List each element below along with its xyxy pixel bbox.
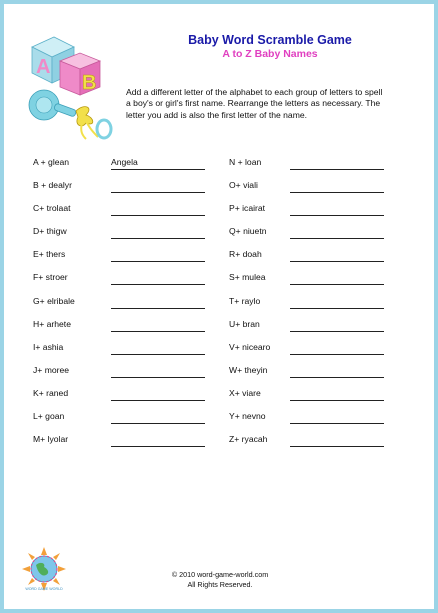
scramble-row-e [33,249,213,265]
answer-blank[interactable] [111,249,205,262]
worksheet-subtitle: A to Z Baby Names [222,48,318,60]
scramble-row-z [229,434,389,450]
baby-rattle-icon [29,90,111,139]
scramble-row-k [33,388,213,404]
scramble-row-d [33,226,213,242]
scramble-row-c [33,203,213,219]
scramble-prompt: S+ mulea [229,272,266,282]
scramble-prompt: G+ elribale [33,296,75,306]
scramble-row-h [33,319,213,335]
answer-blank[interactable] [111,203,205,216]
footer-copyright: © 2010 word-game-world.com [171,570,269,579]
answer-blank[interactable] [290,411,384,424]
scramble-prompt: Z+ ryacah [229,434,268,444]
scramble-prompt: O+ viali [229,180,258,190]
scramble-row-m [33,434,213,450]
answer-blank[interactable] [111,319,205,332]
scramble-row-u [229,319,389,335]
scramble-row-x [229,388,389,404]
scramble-prompt: W+ theyin [229,365,268,375]
scramble-row-l [33,411,213,427]
scramble-prompt: E+ thers [33,249,66,259]
scramble-row-f [33,272,213,288]
scramble-prompt: L+ goan [33,411,65,421]
answer-blank[interactable] [290,180,384,193]
blocks-and-rattle-illustration [24,33,124,143]
scramble-prompt: R+ doah [229,249,262,259]
answer-blank[interactable] [290,388,384,401]
scramble-prompt: T+ raylo [229,296,261,306]
scramble-row-g [33,296,213,312]
scramble-prompt: V+ nicearo [229,342,271,352]
answer-blank[interactable] [290,226,384,239]
worksheet-title: Baby Word Scramble Game [188,33,352,47]
answer-blank[interactable] [290,319,384,332]
scramble-row-n [229,157,389,173]
footer [120,570,320,589]
answer-blank[interactable] [111,226,205,239]
instructions-text: Add a different letter of the alphabet to each group of letters to spell a boy's or girl's first name. Rearrange the letters as necessary. The letter you add is also the first letter of the name. [126,87,383,120]
scramble-row-j [33,365,213,381]
answer-blank[interactable] [290,296,384,309]
answer-blank[interactable] [290,365,384,378]
scramble-prompt: C+ trolaat [33,203,71,213]
answer-blank[interactable] [111,296,205,309]
block-letter-a: A [36,56,51,78]
scramble-prompt: U+ bran [229,319,260,329]
block-letter-b: B [82,72,97,94]
scramble-row-b [33,180,213,196]
scramble-prompt: K+ raned [33,388,69,398]
answer-blank[interactable] [290,157,384,170]
scramble-prompt: J+ moree [33,365,70,375]
answer-blank[interactable] [111,272,205,285]
scramble-prompt: A + glean [33,157,70,167]
scramble-row-s [229,272,389,288]
scramble-row-w [229,365,389,381]
scramble-row-q [229,226,389,242]
word-game-world-logo-icon [22,547,66,591]
answer-blank[interactable] [111,388,205,401]
scramble-prompt: N + loan [229,157,262,167]
logo-text: WORD GAME WORLD [25,587,63,591]
answer-blank[interactable] [111,342,205,355]
scramble-prompt: H+ arhete [33,319,71,329]
answer-blank[interactable] [290,434,384,447]
answer-blank[interactable]: Angela [111,157,205,170]
scramble-row-p [229,203,389,219]
footer-rights: All Rights Reserved. [187,579,253,589]
scramble-row-t [229,296,389,312]
answer-blank[interactable] [111,411,205,424]
scramble-prompt: F+ stroer [33,272,68,282]
answer-blank[interactable] [111,434,205,447]
answer-blank[interactable] [111,180,205,193]
answer-blank[interactable] [290,342,384,355]
answer-blank[interactable] [111,365,205,378]
scramble-prompt: D+ thigw [33,226,67,236]
scramble-prompt: X+ viare [229,388,261,398]
answer-blank[interactable] [290,203,384,216]
scramble-prompt: Y+ nevno [229,411,266,421]
answer-blank[interactable] [290,272,384,285]
scramble-row-o [229,180,389,196]
scramble-prompt: Q+ niuetn [229,226,267,236]
scramble-row-i [33,342,213,358]
scramble-prompt: I+ ashia [33,342,64,352]
scramble-prompt: M+ lyolar [33,434,69,444]
scramble-prompt: P+ icairat [229,203,266,213]
scramble-row-v [229,342,389,358]
letter-block-b-icon [60,53,100,95]
scramble-prompt: B + dealyr [33,180,72,190]
scramble-row-a [33,157,213,173]
answer-blank[interactable] [290,249,384,262]
scramble-row-y [229,411,389,427]
scramble-row-r [229,249,389,265]
